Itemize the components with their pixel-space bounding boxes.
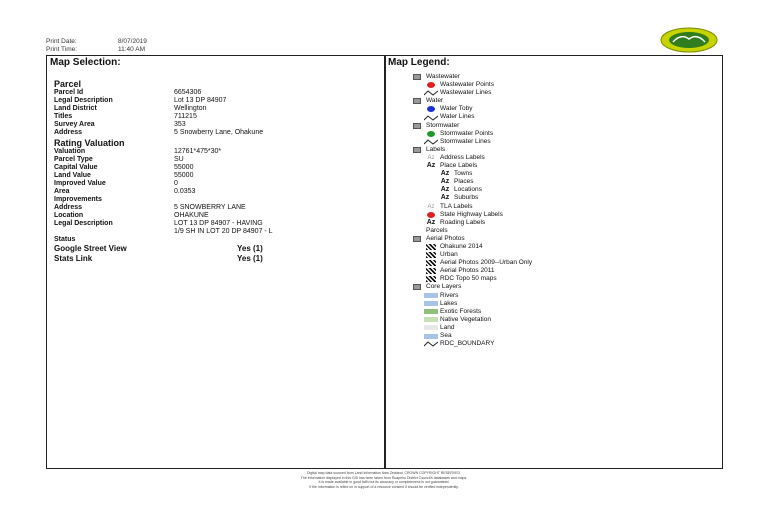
legend-item-label: Sea — [440, 332, 452, 339]
field-value: 711215 — [174, 113, 197, 120]
az-icon: Az — [440, 170, 450, 178]
az-icon: Az — [440, 186, 450, 194]
layers-icon — [408, 123, 426, 129]
line-icon — [422, 341, 440, 347]
field-value: LOT 13 DP 84907 - HAVING 1/9 SH IN LOT 20 DP 84907 - L — [174, 220, 273, 235]
az-icon: Az — [426, 218, 436, 226]
legend-item-label: Exotic Forests — [440, 307, 482, 315]
legend-item[interactable] — [408, 283, 532, 291]
field-row — [54, 180, 376, 188]
stats-link-label: Stats Link — [54, 254, 93, 263]
az-light-icon: Az — [427, 203, 435, 210]
field-label: Land District — [54, 105, 97, 112]
legend-item-label: RDC_BOUNDARY — [440, 340, 495, 348]
field-row — [54, 105, 376, 113]
field-label: Land Value — [54, 172, 91, 179]
field-row — [54, 220, 376, 236]
footer-line: If the information is relied on in support of a resource consent it should be verified independently. — [309, 484, 459, 489]
field-value: Wellington — [174, 105, 207, 112]
field-value: 55000 — [174, 172, 194, 179]
swatch-icon — [422, 325, 440, 330]
field-row — [54, 121, 376, 129]
field-label: Legal Description — [54, 97, 113, 104]
line-icon — [422, 115, 440, 121]
legend-item[interactable] — [408, 308, 532, 316]
print-time-label: Print Time: — [46, 46, 78, 53]
legend-item[interactable] — [408, 324, 532, 332]
legend-item[interactable] — [408, 138, 532, 146]
print-date-value: 8/07/2019 — [118, 38, 147, 45]
red-dot-icon — [422, 212, 440, 218]
legend-item[interactable] — [408, 194, 532, 202]
az-light-icon: Az — [427, 154, 435, 161]
field-label: Address — [54, 129, 83, 136]
legend-item[interactable] — [408, 219, 532, 227]
legend-item[interactable] — [408, 81, 532, 89]
field-value: 0 — [174, 180, 178, 187]
swatch-icon — [422, 334, 440, 339]
footer-line: The information displayed in this GIS has been taken from Ruapehu District Council's databases and maps. — [300, 475, 468, 480]
checker-icon — [422, 268, 440, 274]
footer-line: It is made available in good faith but its accuracy or completeness is not guaranteed. — [318, 480, 450, 484]
legend-item-label: Water — [426, 97, 444, 105]
field-label: Parcel Type — [54, 156, 93, 163]
field-value: 353 — [174, 121, 186, 128]
field-value — [174, 236, 274, 244]
legend-item-label: Aerial Photos 2009--Urban Only — [440, 259, 533, 267]
field-label: Improved Value — [54, 180, 106, 187]
layers-icon — [408, 147, 426, 153]
legend-item-label: Roading Labels — [440, 218, 486, 226]
red-dot-icon — [422, 82, 440, 88]
legend-item-label: Water Lines — [440, 113, 475, 121]
legend-item-label: Aerial Photos 2011 — [440, 267, 495, 275]
field-value: 12761*475*30* — [174, 148, 222, 155]
field-value: 0.0353 — [174, 188, 196, 195]
map-selection-title: Map Selection: — [50, 57, 121, 68]
legend-item-label: RDC Topo 50 maps — [440, 275, 497, 283]
legend-item-label: Rivers — [440, 291, 459, 299]
legend-item-label: Places — [454, 178, 474, 186]
legend-item[interactable] — [408, 267, 532, 275]
swatch-icon — [422, 309, 440, 314]
legend-item-label: Stormwater Lines — [440, 137, 491, 145]
legend-item-label: Wastewater Points — [440, 81, 494, 89]
legend-item[interactable] — [408, 130, 532, 138]
print-date-label: Print Date: — [46, 38, 77, 45]
legend-item[interactable] — [408, 97, 532, 105]
field-row — [54, 97, 376, 105]
field-value: OHAKUNE — [174, 212, 209, 219]
legend-item-label: Labels — [426, 145, 446, 153]
panel-divider — [384, 55, 386, 469]
disclaimer-footer — [0, 471, 768, 489]
field-label: Location — [54, 212, 84, 219]
field-label: Titles — [54, 113, 73, 120]
legend-item[interactable] — [408, 162, 532, 170]
field-row — [54, 156, 376, 164]
field-row — [54, 196, 376, 204]
field-value — [174, 196, 274, 204]
legend-item[interactable] — [408, 170, 532, 178]
legend-item[interactable] — [408, 105, 532, 113]
field-label: Capital Value — [54, 164, 98, 171]
field-label: Parcel Id — [54, 89, 84, 96]
legend-item[interactable] — [408, 73, 532, 81]
legend-item-label: State Highway Labels — [440, 210, 503, 218]
google-street-view-value[interactable]: Yes (1) — [237, 244, 263, 253]
field-row — [54, 89, 376, 97]
field-value: 6654306 — [174, 89, 202, 96]
map-legend-panel — [408, 73, 532, 348]
legend-item-label: Urban — [440, 251, 458, 259]
legend-item[interactable] — [408, 340, 532, 348]
field-row — [54, 164, 376, 172]
field-row — [54, 113, 376, 121]
field-value: SU — [174, 156, 184, 163]
field-label: Address — [54, 204, 83, 211]
legend-item[interactable] — [408, 146, 532, 154]
field-label: Legal Description — [54, 220, 113, 227]
legend-item-label: Address Labels — [440, 153, 485, 161]
field-row — [54, 204, 376, 212]
legend-item[interactable] — [408, 211, 532, 219]
legend-item[interactable] — [408, 235, 532, 243]
legend-item-label: Aerial Photos — [426, 234, 465, 242]
legend-item[interactable] — [408, 122, 532, 130]
field-row — [54, 188, 376, 196]
field-label: Area — [54, 188, 70, 195]
print-time-value: 11:40 AM — [118, 46, 145, 53]
legend-item-label: Parcels — [426, 226, 448, 234]
map-selection-panel — [54, 78, 376, 264]
field-row — [54, 148, 376, 156]
legend-item-label: Core Layers — [426, 283, 462, 291]
field-label: Improvements — [54, 196, 102, 203]
legend-item-label: Wastewater — [426, 73, 461, 80]
field-value: 55000 — [174, 164, 194, 171]
checker-icon — [422, 244, 440, 250]
az-icon: Az — [440, 178, 450, 186]
field-row — [54, 212, 376, 220]
field-row — [54, 172, 376, 180]
field-value: 5 Snowberry Lane, Ohakune — [174, 129, 264, 136]
legend-item[interactable] — [408, 292, 532, 300]
legend-item-label: Place Labels — [440, 162, 478, 170]
google-street-view-row[interactable] — [54, 244, 376, 254]
legend-item[interactable] — [408, 113, 532, 121]
az-icon: Az — [440, 194, 450, 202]
field-row — [54, 129, 376, 137]
field-label: Status — [54, 236, 76, 243]
legend-item[interactable] — [408, 316, 532, 324]
legend-item-label: Lakes — [440, 299, 458, 307]
legend-item-label: Stormwater — [426, 121, 460, 129]
layers-icon — [408, 284, 426, 290]
field-label: Valuation — [54, 148, 86, 155]
legend-item-label: Locations — [454, 186, 482, 194]
legend-item-label: Ohakune 2014 — [440, 242, 483, 250]
legend-item[interactable] — [408, 259, 532, 267]
stats-link-row[interactable] — [54, 254, 376, 264]
council-logo-icon — [659, 27, 719, 53]
checker-icon — [422, 252, 440, 258]
blue-dot-icon — [422, 106, 440, 112]
legend-item[interactable] — [408, 275, 532, 283]
green-dot-icon — [422, 131, 440, 137]
legend-item[interactable] — [408, 227, 532, 235]
field-label: Survey Area — [54, 121, 95, 128]
legend-item-label: Stormwater Points — [440, 129, 494, 137]
line-icon — [422, 90, 440, 96]
google-street-view-label: Google Street View — [54, 244, 127, 253]
legend-item[interactable] — [408, 89, 532, 97]
swatch-icon — [422, 301, 440, 306]
legend-item-label: Water Toby — [440, 105, 473, 113]
legend-item[interactable] — [408, 154, 532, 162]
stats-link-value[interactable]: Yes (1) — [237, 254, 263, 263]
swatch-icon — [422, 317, 440, 322]
parcel-heading: Parcel — [54, 79, 82, 89]
legend-item[interactable] — [408, 332, 532, 340]
legend-item[interactable] — [408, 243, 532, 251]
line-icon — [422, 139, 440, 145]
print-info — [46, 38, 147, 54]
legend-item-label: Wastewater Lines — [440, 89, 492, 97]
map-legend-title: Map Legend: — [388, 57, 450, 68]
legend-item-label: Land — [440, 323, 455, 331]
layers-icon — [408, 236, 426, 242]
field-value: 5 SNOWBERRY LANE — [174, 204, 246, 211]
field-value: Lot 13 DP 84907 — [174, 97, 227, 104]
legend-item-label: Native Vegetation — [440, 315, 491, 323]
checker-icon — [422, 260, 440, 266]
footer-line: Digital map data sourced from Land Information New Zealand. CROWN COPYRIGHT RESERVED. — [307, 471, 461, 475]
swatch-icon — [422, 293, 440, 298]
legend-item-label: Towns — [454, 170, 473, 178]
legend-item[interactable] — [408, 178, 532, 186]
layers-icon — [408, 98, 426, 104]
rating-heading: Rating Valuation — [54, 138, 125, 148]
az-icon: Az — [426, 162, 436, 170]
legend-item[interactable] — [408, 251, 532, 259]
legend-item[interactable] — [408, 186, 532, 194]
field-row — [54, 236, 376, 244]
legend-item[interactable] — [408, 300, 532, 308]
legend-item[interactable] — [408, 203, 532, 211]
layers-icon — [408, 74, 426, 80]
checker-icon — [422, 276, 440, 282]
legend-item-label: Suburbs — [454, 194, 479, 202]
legend-item-label: TLA Labels — [440, 202, 473, 210]
